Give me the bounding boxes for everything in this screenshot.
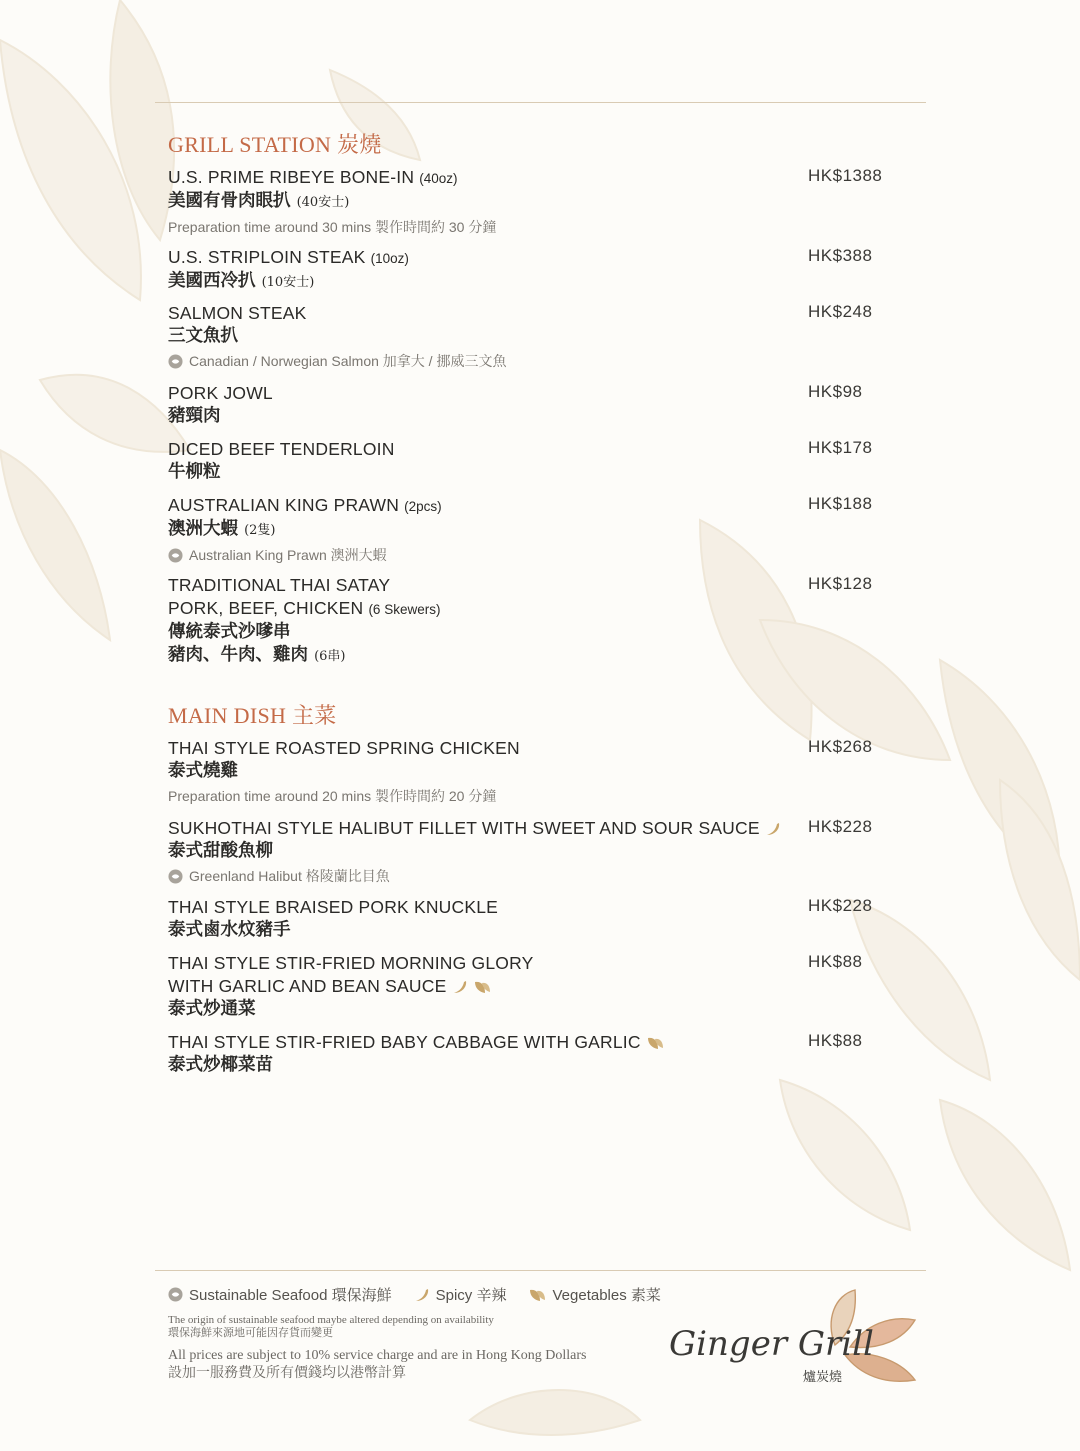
item-price: HK$128 — [808, 574, 873, 593]
vegetable-icon — [646, 1035, 664, 1051]
item-price: HK$268 — [808, 737, 873, 756]
item-note: Canadian / Norwegian Salmon 加拿大 / 挪威三文魚 — [189, 353, 507, 369]
menu-item — [168, 246, 928, 294]
item-name-en: THAI STYLE STIR-FRIED MORNING GLORY — [168, 953, 534, 973]
legend-seafood: Sustainable Seafood 環保海鮮 — [189, 1287, 392, 1304]
item-price: HK$228 — [808, 817, 873, 836]
item-name-zh: 泰式炒通菜 — [168, 999, 256, 1019]
chili-icon — [414, 1287, 430, 1303]
item-size-zh: (2隻) — [244, 523, 276, 538]
item-note: Preparation time around 30 mins 製作時間約 30 分鐘 — [168, 219, 497, 235]
menu-item — [168, 438, 928, 484]
item-name-en: THAI STYLE STIR-FRIED BABY CABBAGE WITH GARLIC — [168, 1032, 641, 1052]
item-name-zh: 澳洲大蝦 — [168, 519, 238, 539]
item-size-zh: (6串) — [314, 649, 346, 664]
item-name-en-line2: PORK, BEEF, CHICKEN — [168, 598, 364, 618]
price-note-en: All prices are subject to 10% service charge and are in Hong Kong Dollars — [168, 1348, 587, 1363]
item-name-en: THAI STYLE ROASTED SPRING CHICKEN — [168, 738, 520, 758]
item-note: Preparation time around 20 mins 製作時間約 20 分鐘 — [168, 788, 497, 804]
item-price: HK$178 — [808, 438, 873, 457]
item-name-en: DICED BEEF TENDERLOIN — [168, 439, 395, 459]
ginger-grill-logo — [665, 1285, 930, 1390]
vegetable-icon — [473, 979, 491, 995]
item-price: HK$1388 — [808, 166, 883, 185]
item-size-en: (10oz) — [370, 251, 409, 266]
chili-icon — [765, 821, 781, 837]
menu-item — [168, 494, 928, 566]
item-name-zh: 三文魚扒 — [168, 326, 238, 346]
item-name-zh: 牛柳粒 — [168, 462, 221, 482]
item-price: HK$88 — [808, 952, 863, 971]
item-size-en: (40oz) — [419, 171, 458, 186]
menu-item — [168, 896, 928, 942]
item-name-en: U.S. PRIME RIBEYE BONE-IN — [168, 167, 415, 187]
menu-item — [168, 1031, 928, 1077]
item-price: HK$388 — [808, 246, 873, 265]
item-name-en: TRADITIONAL THAI SATAY — [168, 575, 391, 595]
menu-item — [168, 817, 928, 887]
item-size-en: (6 Skewers) — [368, 602, 441, 617]
item-name-zh: 泰式鹵水炆豬手 — [168, 920, 291, 940]
item-name-zh: 豬頸肉 — [168, 406, 221, 426]
item-price: HK$228 — [808, 896, 873, 915]
origin-note — [168, 1314, 494, 1340]
legend-vegetables: Vegetables 素菜 — [552, 1287, 661, 1304]
top-divider — [155, 102, 926, 103]
item-price: HK$88 — [808, 1031, 863, 1050]
item-price: HK$248 — [808, 302, 873, 321]
section-title-main: MAIN DISH 主菜 — [168, 703, 337, 728]
sustainable-seafood-icon — [168, 1287, 183, 1302]
price-note-zh: 設加一服務費及所有價錢均以港幣計算 — [168, 1366, 406, 1381]
item-name-zh: 美國有骨肉眼扒 — [168, 191, 291, 211]
price-note — [168, 1347, 586, 1383]
chili-icon — [452, 979, 468, 995]
item-name-zh: 美國西冷扒 — [168, 271, 256, 291]
item-name-zh: 泰式甜酸魚柳 — [168, 841, 273, 861]
item-note: Australian King Prawn 澳洲大蝦 — [189, 547, 387, 563]
logo-wordmark: Ginger Grill — [669, 1324, 874, 1364]
logo-zh: 爐炭燒 — [803, 1370, 843, 1385]
menu-item — [168, 952, 928, 1021]
section-title-grill: GRILL STATION 炭燒 — [168, 132, 382, 157]
sustainable-seafood-icon — [168, 869, 183, 884]
sustainable-seafood-icon — [168, 548, 183, 563]
item-name-en: SUKHOTHAI STYLE HALIBUT FILLET WITH SWEET AND SOUR SAUCE — [168, 818, 760, 838]
footer-divider — [155, 1270, 926, 1271]
item-price: HK$188 — [808, 494, 873, 513]
menu-item — [168, 382, 928, 428]
legend-spicy: Spicy 辛辣 — [435, 1287, 507, 1304]
item-name-en-line2: WITH GARLIC AND BEAN SAUCE — [168, 976, 447, 996]
sustainable-seafood-icon — [168, 354, 183, 369]
item-size-en: (2pcs) — [404, 499, 442, 514]
item-name-zh: 傳統泰式沙嗲串 — [168, 622, 291, 642]
item-name-en: U.S. STRIPLOIN STEAK — [168, 247, 366, 267]
menu-item — [168, 166, 928, 238]
item-name-en: THAI STYLE BRAISED PORK KNUCKLE — [168, 897, 499, 917]
item-note: Greenland Halibut 格陵蘭比目魚 — [189, 868, 390, 884]
origin-note-en: The origin of sustainable seafood maybe altered depending on availability — [168, 1314, 494, 1326]
vegetable-icon — [528, 1287, 546, 1303]
item-name-en: SALMON STEAK — [168, 303, 307, 323]
item-name-zh: 泰式炒椰菜苗 — [168, 1055, 273, 1075]
menu-item — [168, 574, 928, 668]
item-size-zh: (40安士) — [296, 195, 350, 210]
legend — [168, 1284, 661, 1305]
menu-item — [168, 737, 928, 807]
item-price: HK$98 — [808, 382, 863, 401]
menu-item — [168, 302, 928, 372]
item-size-zh: (10安士) — [261, 275, 315, 290]
item-name-en: PORK JOWL — [168, 383, 273, 403]
item-name-zh-line2: 豬肉、牛肉、雞肉 — [168, 645, 308, 665]
origin-note-zh: 環保海鮮來源地可能因存貨而變更 — [168, 1327, 333, 1339]
item-name-en: AUSTRALIAN KING PRAWN — [168, 495, 400, 515]
item-name-zh: 泰式燒雞 — [168, 761, 238, 781]
